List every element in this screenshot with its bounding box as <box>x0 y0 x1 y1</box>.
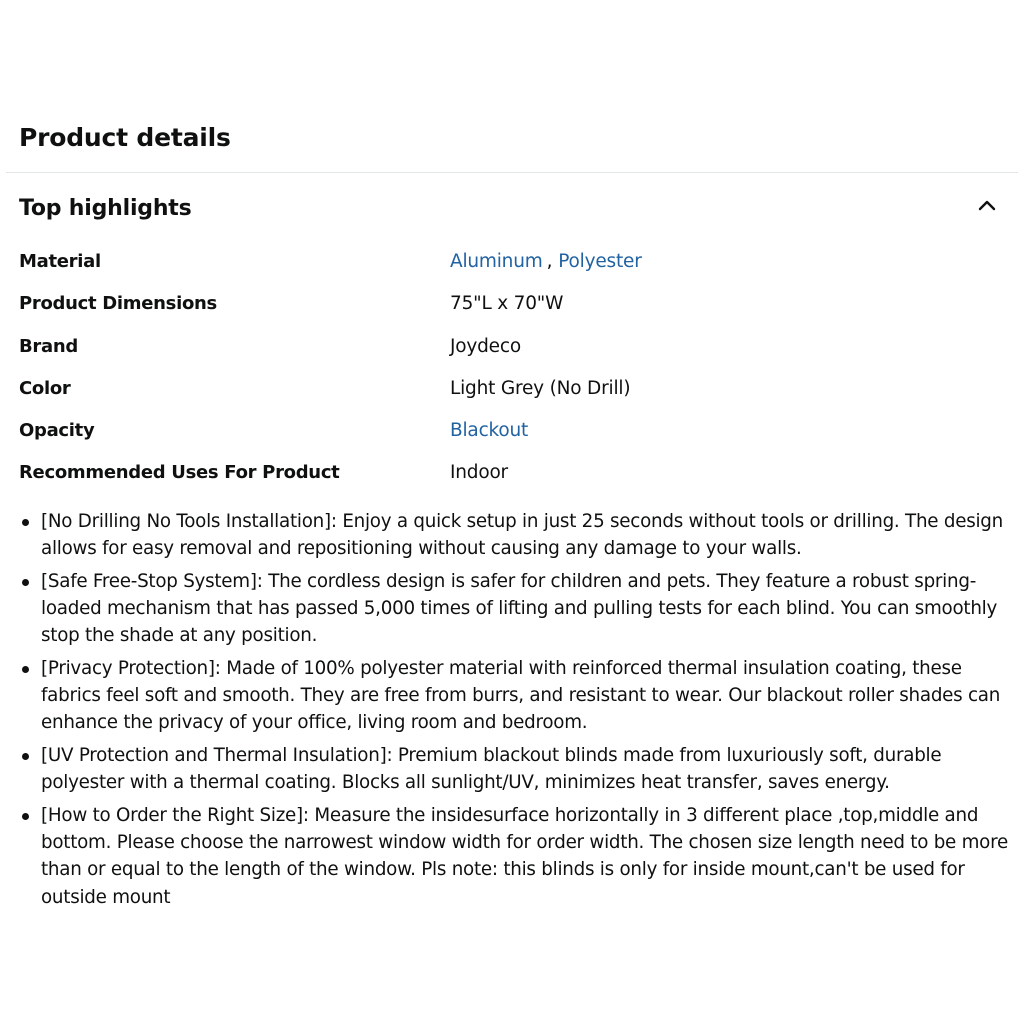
list-item <box>41 655 1011 737</box>
material-polyester-link[interactable]: Polyester <box>558 251 642 272</box>
spec-label: Recommended Uses For Product <box>19 462 340 484</box>
bullet-dot-icon <box>22 666 29 673</box>
bullet-text: [Privacy Protection]: Made of 100% polyester material with reinforced thermal insulation coating, these fabrics feel soft and smooth. They are free from burrs, and resistant to wear. Our blackout roller shades can enhance the privacy of your office, living room and bedroom. <box>41 658 1001 734</box>
section-divider <box>6 172 1018 173</box>
section-title: Top highlights <box>19 196 192 221</box>
spec-value <box>450 247 642 277</box>
spec-value: 75"L x 70"W <box>450 293 564 315</box>
opacity-blackout-link[interactable]: Blackout <box>450 420 529 442</box>
bullet-dot-icon <box>22 813 29 820</box>
spec-label: Opacity <box>19 420 95 442</box>
spec-label: Product Dimensions <box>19 293 217 315</box>
list-item <box>41 742 1011 796</box>
spec-value: Light Grey (No Drill) <box>450 377 631 399</box>
bullet-text: [How to Order the Right Size]: Measure the insidesurface horizontally in 3 different place ,top,middle and bottom. Please choose the narrowest window width for order width. The chosen size length need to be more than or equal to the length of the window. Pls note: this blinds is only for inside mount,can't be used for outside mount <box>41 805 1008 908</box>
list-item <box>41 568 1011 650</box>
bullet-text: [UV Protection and Thermal Insulation]: Premium blackout blinds made from luxuriously soft, durable polyester with a thermal coating. Blocks all sunlight/UV, minimizes heat transfer, saves energy. <box>41 745 942 794</box>
spec-label: Color <box>19 377 71 399</box>
spec-value: Indoor <box>450 462 508 484</box>
bullet-dot-icon <box>22 519 29 526</box>
top-highlights-header[interactable] <box>19 191 1004 227</box>
spec-row-brand <box>19 332 1009 374</box>
bullet-text: [Safe Free-Stop System]: The cordless design is safer for children and pets. They feature a robust spring-loaded mechanism that has passed 5,000 times of lifting and pulling tests for each blind. You can smoothly stop the shade at any position. <box>41 570 998 647</box>
list-item <box>41 802 1011 911</box>
page-title: Product details <box>19 123 231 152</box>
spec-label: Brand <box>19 335 78 357</box>
bullet-dot-icon <box>22 753 29 760</box>
value-separator: , <box>546 251 553 272</box>
spec-row-opacity <box>19 416 1009 458</box>
spec-label: Material <box>19 251 101 272</box>
chevron-up-icon[interactable] <box>976 195 998 217</box>
spec-row-recommended-uses <box>19 458 1009 500</box>
specs-table <box>19 247 1009 501</box>
bullet-text: [No Drilling No Tools Installation]: Enjoy a quick setup in just 25 seconds without tools or drilling. The design allows for easy removal and repositioning without causing any damage to your walls. <box>41 511 1003 560</box>
spec-row-material <box>19 247 1009 289</box>
list-item <box>41 508 1011 562</box>
spec-row-color <box>19 374 1009 416</box>
spec-value: Joydeco <box>450 335 521 357</box>
bullet-dot-icon <box>22 579 29 586</box>
spec-row-product-dimensions <box>19 289 1009 331</box>
feature-bullets <box>41 508 1011 916</box>
material-aluminum-link[interactable]: Aluminum <box>450 251 543 272</box>
